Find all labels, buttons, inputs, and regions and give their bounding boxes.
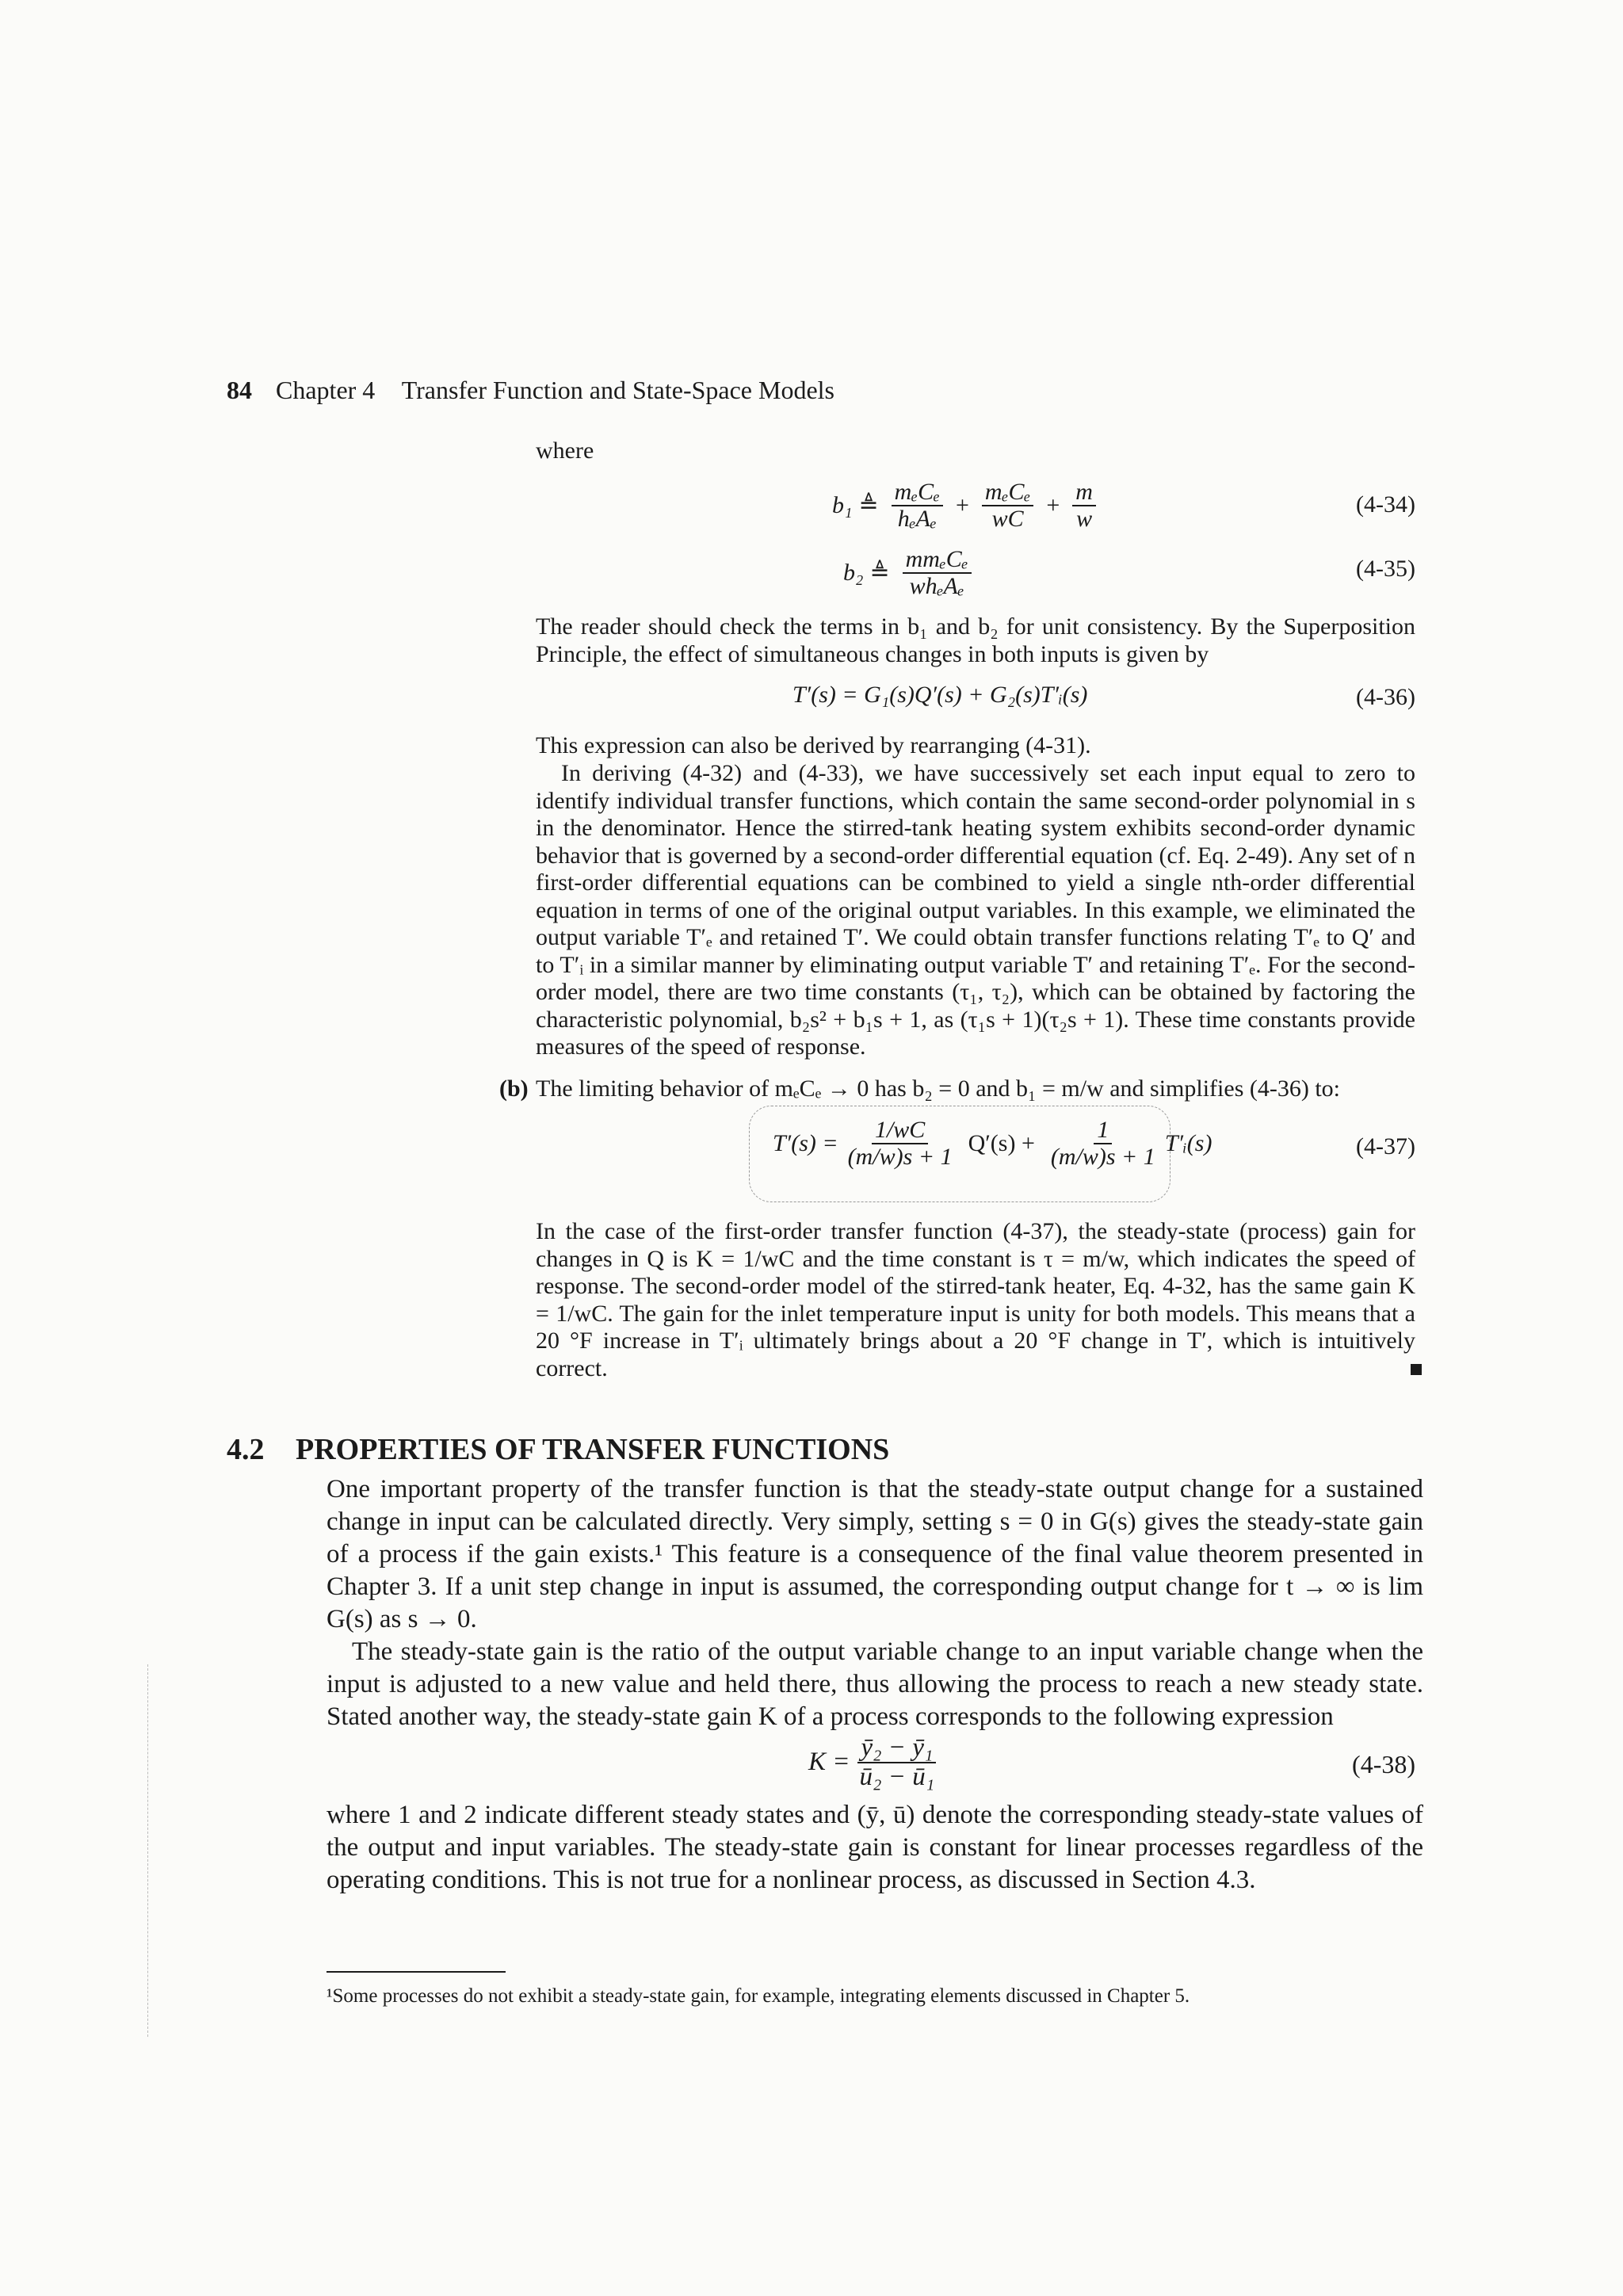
section-title: PROPERTIES OF TRANSFER FUNCTIONS xyxy=(296,1433,890,1466)
footnote-rule xyxy=(327,1971,506,1973)
numerator: 1/wC xyxy=(872,1117,928,1144)
equation-number: (4-37) xyxy=(1356,1133,1415,1159)
eq-lhs: T′(s) = xyxy=(773,1129,838,1156)
fraction xyxy=(903,547,972,598)
eq-lhs: b₂ xyxy=(843,559,864,586)
eq-def-symbol: ≜ xyxy=(858,492,879,518)
fraction xyxy=(845,1117,956,1169)
equation-4-35 xyxy=(843,547,978,598)
part-label: (b) xyxy=(499,1075,529,1102)
section-number: 4.2 xyxy=(227,1433,265,1466)
denominator: ū₂ − ū₁ xyxy=(859,1762,935,1791)
numerator: mₑCₑ xyxy=(892,479,943,506)
plus-sign: + xyxy=(1046,491,1060,518)
eq-expression: T′(s) = G₁(s)Q′(s) + G₂(s)T′ᵢ(s) xyxy=(792,682,1088,708)
equation-number: (4-38) xyxy=(1352,1750,1415,1778)
eq-lhs: K = xyxy=(808,1748,850,1777)
paragraph: The limiting behavior of mₑCₑ → 0 has b₂ = 0 and b₁ = m/w and simplifies (4-36) to: xyxy=(536,1075,1341,1102)
chapter-label: Chapter 4 xyxy=(276,376,376,404)
paragraph: where 1 and 2 indicate different steady states and (ȳ, ū) denote the corresponding steady-state values of the output and input variables. The steady-state gain is constant for linear processes regardless of the operating conditions. This is not true for a nonlinear process, as discussed in Section 4.3. xyxy=(327,1801,1423,1894)
denominator: hₑAₑ xyxy=(897,505,937,532)
denominator: (m/w)s + 1 xyxy=(847,1143,953,1170)
eq-rhs: T′ᵢ(s) xyxy=(1164,1129,1212,1156)
equation-4-36 xyxy=(792,682,1087,709)
numerator: 1 xyxy=(1094,1117,1112,1144)
margin-mark xyxy=(147,1664,149,2037)
equation-number: (4-36) xyxy=(1356,684,1415,710)
fraction xyxy=(1048,1117,1159,1169)
eq-lhs: b₁ xyxy=(832,491,853,518)
where-label: where xyxy=(536,437,594,464)
denominator: wC xyxy=(991,505,1024,532)
denominator: (m/w)s + 1 xyxy=(1050,1143,1155,1170)
section-heading xyxy=(227,1432,889,1467)
equation-number: (4-34) xyxy=(1356,491,1415,518)
paragraph: This expression can also be derived by rearranging (4-31). xyxy=(536,732,1091,758)
eq-def-symbol: ≜ xyxy=(869,560,890,586)
paragraph: The steady-state gain is the ratio of the output variable change to an input variable change when the input is adjusted to a new value and held there, thus allowing the process to reach a new steady state. Stated another way, the steady-state gain K of a process corresponds to the following expression xyxy=(327,1637,1423,1731)
plus-sign: + xyxy=(956,491,969,518)
page-number: 84 xyxy=(227,376,252,404)
fraction xyxy=(1072,479,1096,531)
equation-4-38 xyxy=(808,1734,944,1790)
equation-number: (4-35) xyxy=(1356,556,1415,582)
end-of-example-mark xyxy=(1411,1364,1422,1375)
numerator: mₑCₑ xyxy=(982,479,1033,506)
paragraph: The reader should check the terms in b₁ and b₂ for unit consistency. By the Superposition Principle, the effect of simultaneous changes in both inputs is given by xyxy=(536,613,1415,667)
fraction xyxy=(857,1734,938,1790)
paragraph: In the case of the first-order transfer function (4-37), the steady-state (process) gain for changes in Q is K = 1/wC and the time constant is τ = m/w, which indicates the speed of response. The second-order model of the stirred-tank heater, Eq. 4-32, has the same gain K = 1/wC. The gain for the inlet temperature input is unity for both models. This means that a 20 °F increase in T′ᵢ ultimately brings about a 20 °F change in T′, which is intuitively correct. xyxy=(536,1218,1415,1381)
eq-middle: Q′(s) + xyxy=(968,1129,1035,1156)
paragraph: In deriving (4-32) and (4-33), we have successively set each input equal to zero to identify individual transfer functions, which contain the same second-order polynomial in s in the denominator. Hence the stirred-tank heating system exhibits second-order dynamic behavior that is governed by a second-order differential equation (cf. Eq. 2-49). Any set of n first-order differential equations can be combined to yield a single nth-order differential equation in terms of one of the original output variables. In this example, we eliminated the output variable T′ₑ and retained T′. We could obtain transfer functions relating T′ₑ to Q′ and to T′ᵢ in a similar manner by eliminating output variable T′ and retaining T′ₑ. For the second-order model, there are two time constants (τ₁, τ₂), which can be obtained by factoring the characteristic polynomial, b₂s² + b₁s + 1, as (τ₁s + 1)(τ₂s + 1). These time constants provide measures of the speed of response. xyxy=(536,760,1415,1060)
numerator: ȳ₂ − ȳ₁ xyxy=(857,1734,936,1763)
numerator: mmₑCₑ xyxy=(903,547,972,574)
fraction xyxy=(892,479,943,531)
numerator: m xyxy=(1072,479,1096,506)
footnote: ¹Some processes do not exhibit a steady-state gain, for example, integrating elements discussed in Chapter 5. xyxy=(327,1985,1190,2007)
denominator: whₑAₑ xyxy=(909,572,964,599)
denominator: w xyxy=(1076,505,1093,532)
chapter-title: Transfer Function and State-Space Models xyxy=(401,376,834,404)
equation-4-34 xyxy=(832,479,1102,531)
running-head xyxy=(227,376,834,405)
equation-4-37 xyxy=(773,1117,1212,1169)
paragraph: One important property of the transfer function is that the steady-state output change for a sustained change in input can be calculated directly. Very simply, setting s = 0 in G(s) gives the steady-state gain of a process if the gain exists.¹ This feature is a consequence of the final value theorem presented in Chapter 3. If a unit step change in input is assumed, the corresponding output change for t → ∞ is lim G(s) as s → 0. xyxy=(327,1475,1423,1633)
fraction xyxy=(982,479,1033,531)
